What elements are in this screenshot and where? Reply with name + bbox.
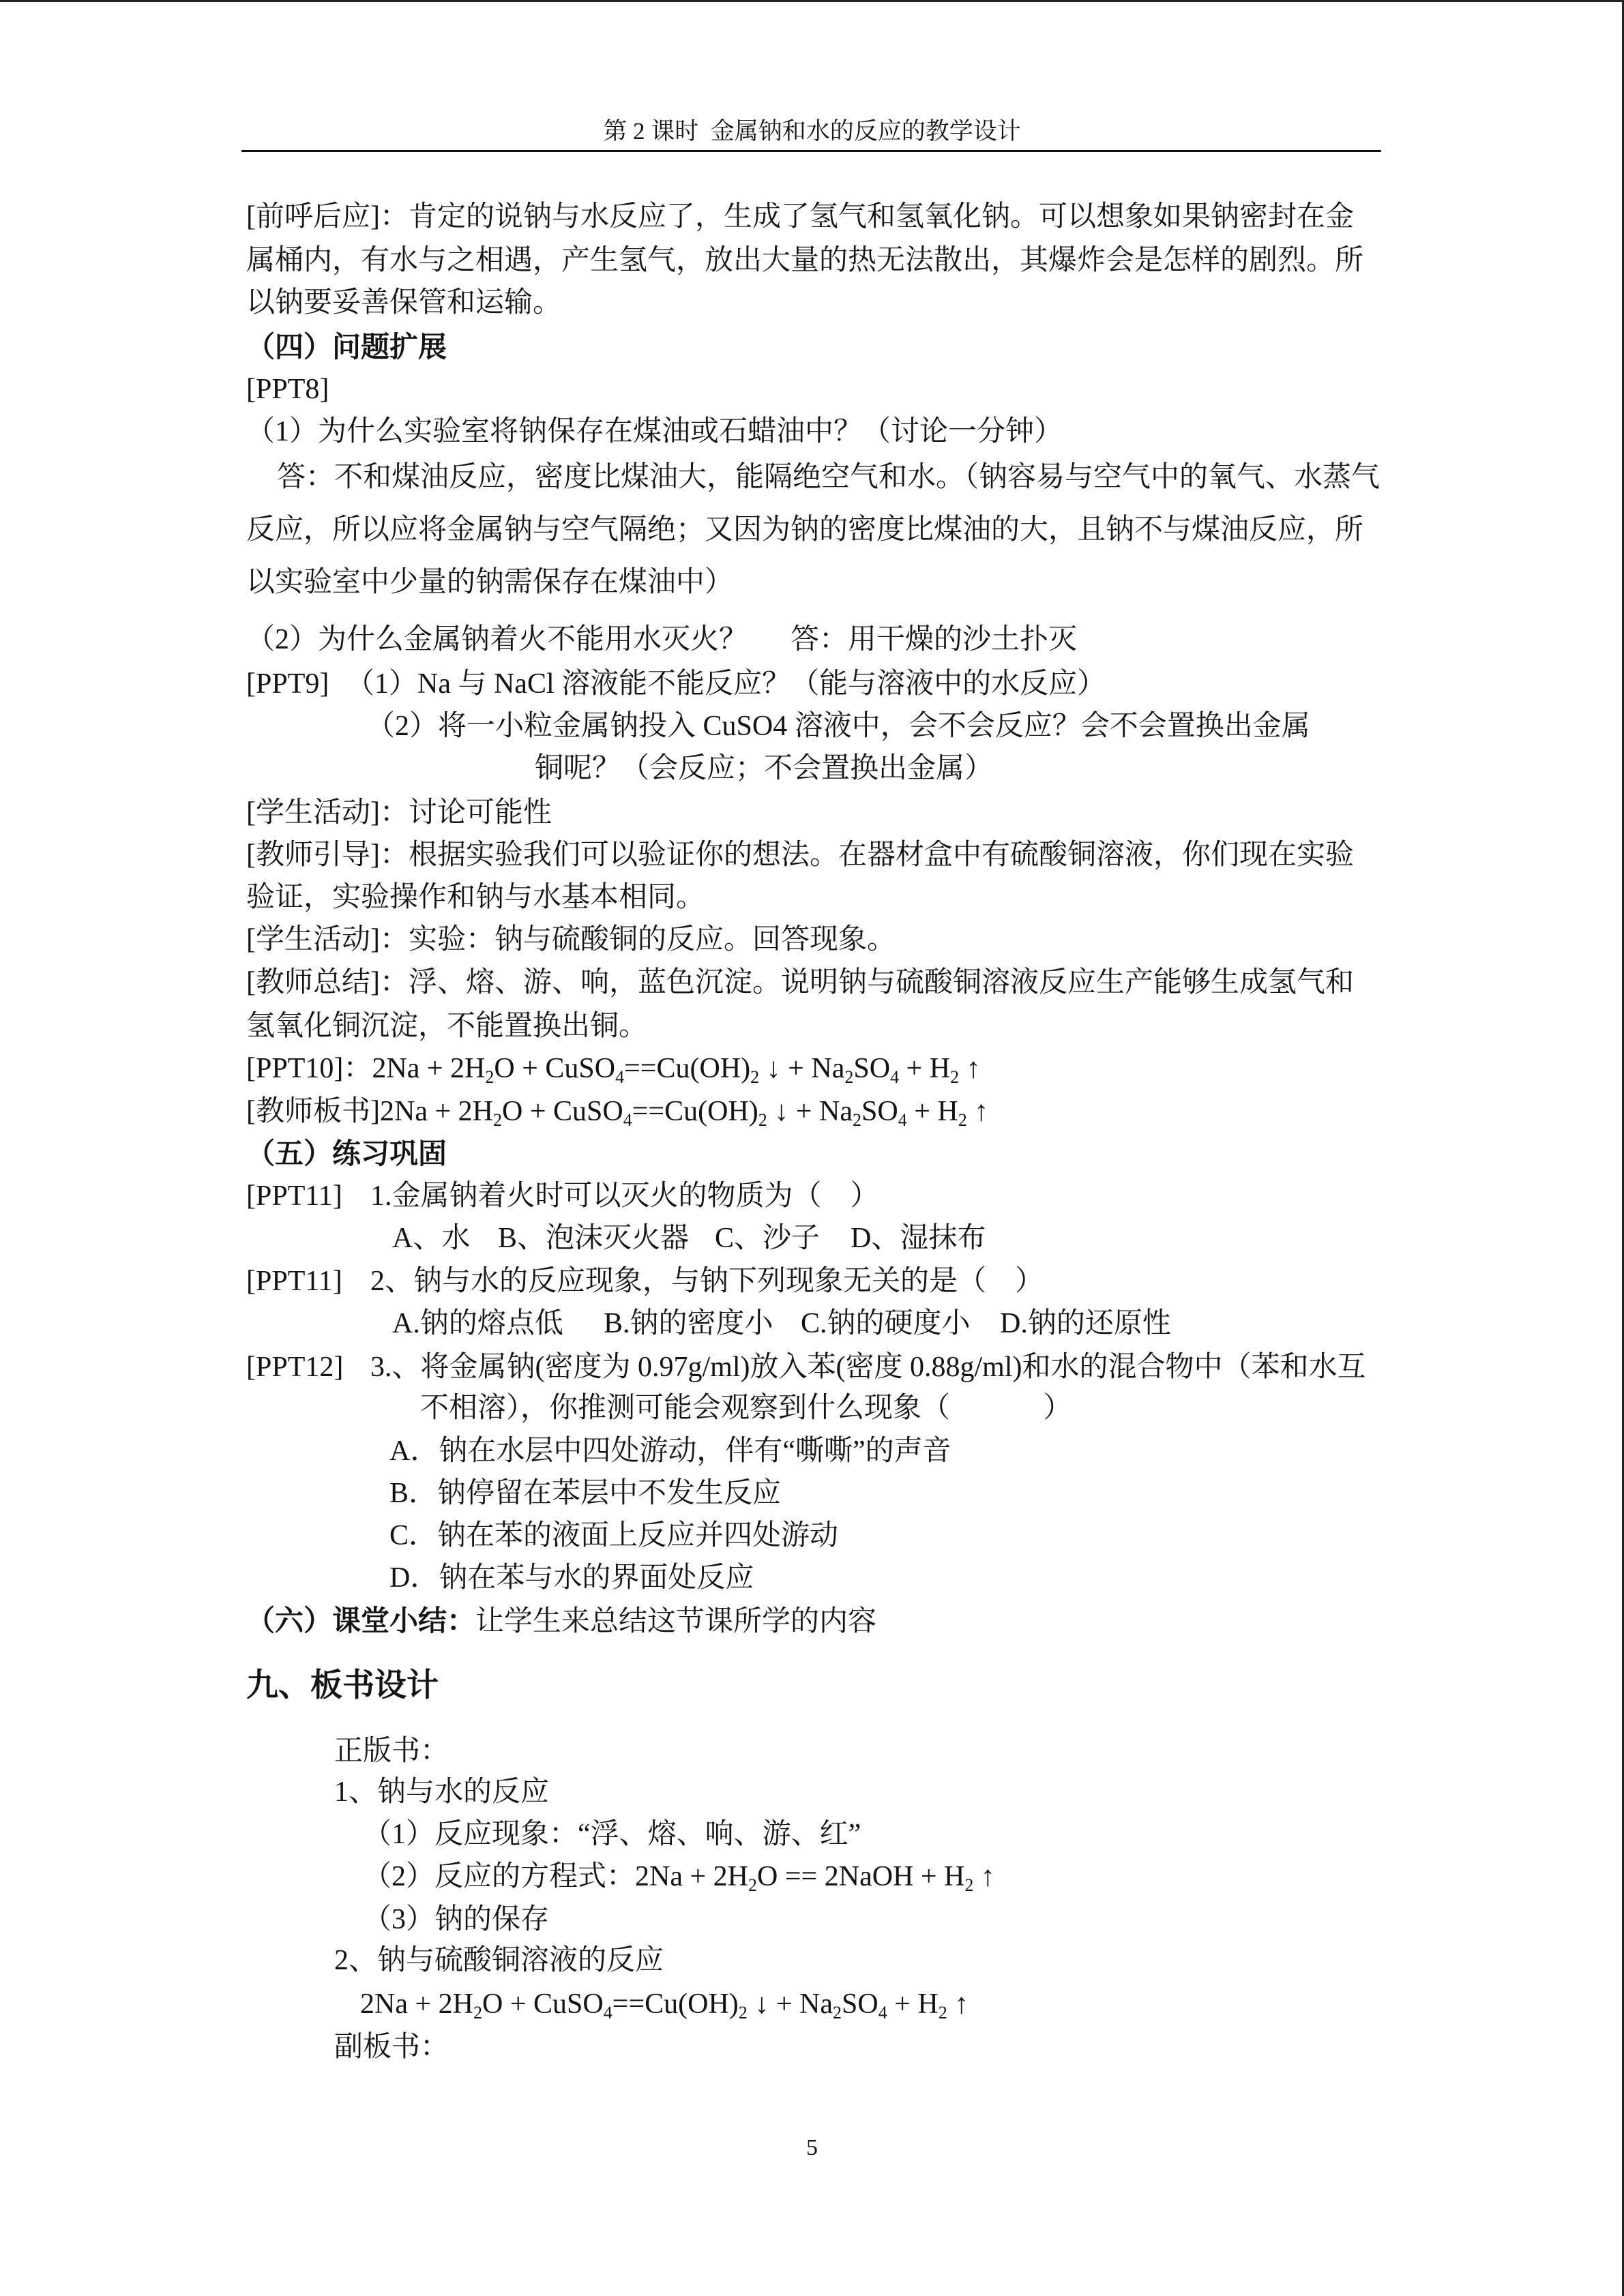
echo-paragraph-line: 以钠要妥善保管和运输。 — [246, 287, 562, 318]
equation-subscript: 4 — [890, 1067, 900, 1087]
teacher-summary-line: [教师总结]：浮、熔、游、响，蓝色沉淀。说明钠与硫酸铜溶液反应生产能够生成氢气和 — [246, 967, 1354, 998]
equation-text: 2Na + 2H — [360, 1988, 473, 2020]
board-subitem: （1）反应现象：“浮、熔、响、游、红” — [363, 1819, 861, 1850]
ppt8-answer-1-line: 答：不和煤油反应，密度比煤油大，能隔绝空气和水。（钠容易与空气中的氧气、水蒸气 — [277, 462, 1381, 493]
page-border-top — [0, 0, 1624, 2]
equation-subscript: 2 — [844, 1067, 854, 1087]
equation-na-cuso4 — [360, 1988, 969, 2023]
equation-na-cuso4 — [372, 1053, 981, 1087]
ppt9-question-1: （1）Na 与 NaCl 溶液能不能反应？（能与溶液中的水反应） — [346, 668, 1106, 700]
ppt8-answer-1-line: 反应，所以应将金属钠与空气隔绝；又因为钠的密度比煤油的大，且钠不与煤油反应，所 — [246, 514, 1364, 546]
equation-text: ==Cu(OH) — [632, 1096, 758, 1127]
equation-subscript: 4 — [898, 1109, 907, 1130]
board-subitem-equation-line — [363, 1861, 995, 1895]
equation-text: ==Cu(OH) — [612, 1988, 739, 2020]
equation-text: + H — [906, 1096, 958, 1127]
ppt9-tag: [PPT9] — [246, 668, 329, 700]
ppt8-question-2: （2）为什么金属钠着火不能用水灭火？ — [246, 624, 748, 655]
exercise-option: C.钠的硬度小 — [801, 1308, 971, 1339]
equation-subscript: 2 — [958, 1109, 967, 1130]
summary-text: 让学生来总结这节课所学的内容 — [475, 1606, 877, 1637]
exercise-option: A、水 — [392, 1223, 471, 1254]
board-item-1: 1、钠与水的反应 — [334, 1776, 550, 1808]
board-subitem: （3）钠的保存 — [363, 1904, 550, 1935]
summary-line — [246, 1604, 877, 1637]
equation-subscript: 2 — [758, 1109, 767, 1130]
equation-subscript: 4 — [603, 2002, 612, 2023]
equation-subscript: 2 — [950, 1067, 960, 1087]
equation-text: ↑ — [966, 1096, 989, 1127]
ppt10-line — [246, 1053, 981, 1087]
equation-text: SO — [853, 1053, 891, 1084]
equation-text: O + CuSO — [502, 1096, 623, 1127]
equation-text: 2Na + 2H — [379, 1096, 493, 1127]
equation-text: ↑ — [973, 1861, 995, 1892]
ppt10-tag: [PPT10]： — [246, 1053, 372, 1084]
exercise-question-2: 2、钠与水的反应现象，与钠下列现象无关的是（ ） — [370, 1266, 1044, 1297]
equation-text: SO — [861, 1096, 898, 1127]
equation-text: 2Na + 2H — [635, 1861, 749, 1892]
exercise-option: D、湿抹布 — [851, 1223, 986, 1254]
equation-text: ↓ + Na — [767, 1096, 853, 1127]
exercise-question-3-line: 3.、将金属钠(密度为 0.97g/ml)放入苯(密度 0.88g/ml)和水的混合物中（苯和水互 — [370, 1352, 1366, 1383]
exercise-option: B.钠的密度小 — [604, 1308, 773, 1339]
equation-text: 2Na + 2H — [372, 1053, 486, 1084]
equation-text: + H — [899, 1053, 951, 1084]
equation-text: O == 2NaOH + H — [757, 1861, 965, 1892]
section-heading-9: 九、板书设计 — [246, 1667, 439, 1704]
exercise-ppt-tag: [PPT12] — [246, 1352, 344, 1383]
board-equation-line — [360, 1988, 969, 2023]
equation-subscript: 2 — [738, 2002, 748, 2023]
exercise-option: D.钠的还原性 — [1000, 1308, 1171, 1339]
equation-text: ↑ — [947, 1988, 969, 2020]
equation-subscript: 2 — [832, 2002, 842, 2023]
exercise-ppt-tag: [PPT11] — [246, 1266, 342, 1297]
exercise-option: B．钠停留在苯层中不发生反应 — [389, 1478, 782, 1509]
ppt8-tag: [PPT8] — [246, 374, 329, 405]
exercise-option: A．钠在水层中四处游动，伴有“嘶嘶”的声音 — [389, 1435, 951, 1467]
equation-text: ==Cu(OH) — [624, 1053, 751, 1084]
equation-na-h2o — [635, 1861, 995, 1895]
exercise-option: C、沙子 — [715, 1223, 821, 1254]
equation-text: + H — [887, 1988, 939, 2020]
student-activity-line: [学生活动]：实验：钠与硫酸铜的反应。回答现象。 — [246, 924, 896, 955]
equation-text: O + CuSO — [494, 1053, 616, 1084]
student-activity-line: [学生活动]：讨论可能性 — [246, 797, 552, 829]
exercise-option: A.钠的熔点低 — [392, 1308, 563, 1339]
equation-text: ↓ + Na — [747, 1988, 833, 2020]
teacher-board-line — [246, 1096, 989, 1130]
exercise-option: B、泡沫灭火器 — [498, 1223, 690, 1254]
section-heading-4: （四）问题扩展 — [246, 330, 447, 363]
exercise-option: C．钠在苯的液面上反应并四处游动 — [389, 1520, 839, 1551]
board-item-2: 2、钠与硫酸铜溶液的反应 — [334, 1945, 664, 1976]
page-number: 5 — [806, 2135, 818, 2160]
teacher-guide-line: [教师引导]：根据实验我们可以验证你的想法。在器材盒中有硫酸铜溶液，你们现在实验 — [246, 839, 1354, 871]
exercise-question-1: 1.金属钠着火时可以灭火的物质为（ ） — [370, 1180, 879, 1212]
equation-subscript: 4 — [623, 1109, 632, 1130]
equation-subscript: 2 — [492, 1109, 502, 1130]
teacher-board-tag: [教师板书] — [246, 1096, 380, 1127]
board-subitem: （2）反应的方程式： — [363, 1861, 636, 1892]
exercise-option: D．钠在苯与水的界面处反应 — [389, 1562, 754, 1594]
ppt8-answer-1-line: 以实验室中少量的钠需保存在煤油中） — [246, 567, 734, 598]
equation-subscript: 2 — [852, 1109, 861, 1130]
equation-subscript: 4 — [615, 1067, 625, 1087]
equation-text: O + CuSO — [482, 1988, 604, 2020]
section-heading-6: （六）课堂小结： — [246, 1604, 476, 1637]
side-board-label: 副板书： — [334, 2031, 449, 2063]
main-board-label: 正版书： — [334, 1735, 449, 1767]
equation-subscript: 2 — [750, 1067, 760, 1087]
echo-paragraph-line: [前呼后应]：肯定的说钠与水反应了，生成了氢气和氢氧化钠。可以想象如果钠密封在金 — [246, 201, 1354, 233]
equation-text: SO — [842, 1988, 879, 2020]
ppt9-question-2-line: 铜呢？（会反应；不会置换出金属） — [535, 753, 994, 784]
running-header: 第 2 课时 金属钠和水的反应的教学设计 — [603, 118, 1021, 145]
equation-subscript: 2 — [748, 1875, 758, 1895]
teacher-guide-line: 验证，实验操作和钠与水基本相同。 — [246, 882, 705, 913]
equation-subscript: 4 — [878, 2002, 887, 2023]
equation-na-cuso4 — [379, 1096, 989, 1130]
header-rule — [241, 150, 1381, 152]
equation-subscript: 2 — [485, 1067, 494, 1087]
equation-subscript: 2 — [473, 2002, 483, 2023]
equation-text: ↑ — [959, 1053, 981, 1084]
equation-text: ↓ + Na — [759, 1053, 845, 1084]
echo-paragraph-line: 属桶内，有水与之相遇，产生氢气，放出大量的热无法散出，其爆炸会是怎样的剧烈。所 — [246, 245, 1364, 276]
ppt9-question-2-line: （2）将一小粒金属钠投入 CuSO4 溶液中，会不会反应？会不会置换出金属 — [366, 711, 1310, 742]
equation-subscript: 2 — [938, 2002, 947, 2023]
exercise-ppt-tag: [PPT11] — [246, 1180, 342, 1212]
equation-subscript: 2 — [964, 1875, 974, 1895]
section-heading-5: （五）练习巩固 — [246, 1137, 447, 1170]
ppt8-question-1: （1）为什么实验室将钠保存在煤油或石蜡油中？（讨论一分钟） — [246, 416, 1063, 447]
teacher-summary-line: 氢氧化铜沉淀，不能置换出铜。 — [246, 1011, 648, 1042]
exercise-question-3-line: 不相溶），你推测可能会观察到什么现象（ ） — [420, 1392, 1072, 1424]
ppt8-answer-2: 答：用干燥的沙土扑灭 — [791, 624, 1078, 655]
